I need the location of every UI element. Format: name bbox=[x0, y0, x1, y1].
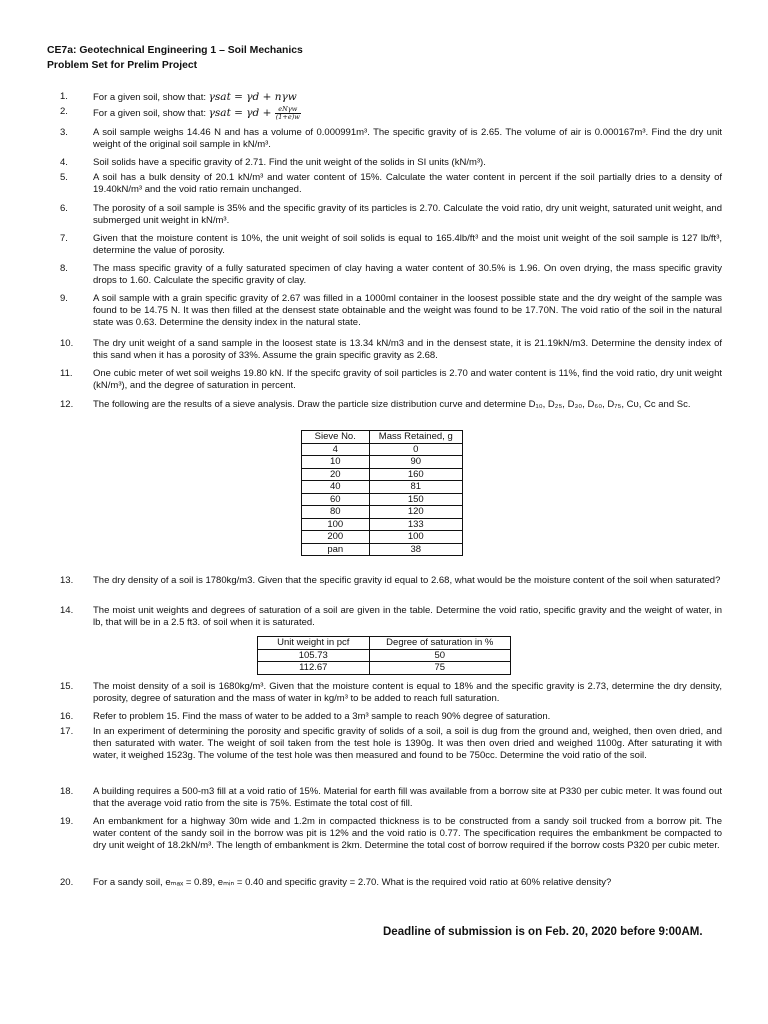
table-cell: 38 bbox=[369, 543, 462, 556]
column-header: Unit weight in pcf bbox=[258, 637, 370, 650]
problem-number: 3. bbox=[60, 127, 68, 138]
table-cell: 200 bbox=[302, 531, 370, 544]
unit-weight-table bbox=[257, 636, 511, 675]
table-cell: 10 bbox=[302, 456, 370, 469]
problem-text: The mass specific gravity of a fully saturated specimen of clay having a water content of 30.5% is 1.96. On oven drying, the mass specific gravity drops to 1.60. Calculate the specific gravity of clay. bbox=[93, 263, 722, 286]
table-row bbox=[258, 662, 511, 675]
problem-text: A soil sample weighs 14.46 N and has a volume of 0.000991m³. The specific gravity of is 2.65. The volume of air is 0.000167m³. Find the dry unit weight of the original soil sample in kN/m³. bbox=[93, 127, 722, 150]
sieve-analysis-table bbox=[301, 430, 463, 556]
table-cell: 120 bbox=[369, 506, 462, 519]
problem-item bbox=[60, 816, 722, 852]
problem-text: For a given soil, show that: bbox=[93, 92, 209, 103]
problem-formula: γsat = γd + bbox=[208, 107, 275, 120]
table-row bbox=[302, 481, 463, 494]
problem-item bbox=[60, 293, 722, 329]
problem-text: The dry unit weight of a sand sample in the loosest state is 13.34 kN/m3 and in the densest state, it is 21.19kN/m3. Determine the density index of this sand when it has a porosity of 33%. Assume the grain specific gravity as 2.68. bbox=[93, 338, 722, 361]
table-cell: 100 bbox=[369, 531, 462, 544]
problem-item bbox=[60, 605, 722, 629]
problem-number: 5. bbox=[60, 172, 68, 183]
problem-number: 18. bbox=[60, 786, 74, 797]
column-header: Mass Retained, g bbox=[369, 431, 462, 444]
table-cell: 20 bbox=[302, 468, 370, 481]
table-cell: 4 bbox=[302, 443, 370, 456]
problem-number: 14. bbox=[60, 605, 74, 616]
problem-item bbox=[60, 127, 722, 151]
problem-number: 13. bbox=[60, 575, 74, 586]
problem-item bbox=[60, 91, 722, 104]
formula-fraction bbox=[275, 106, 301, 121]
problem-number: 10. bbox=[60, 338, 74, 349]
table-header-row bbox=[302, 431, 463, 444]
problem-number: 16. bbox=[60, 711, 74, 722]
problem-number: 4. bbox=[60, 157, 68, 168]
table-cell: 150 bbox=[369, 493, 462, 506]
problem-number: 7. bbox=[60, 233, 68, 244]
problem-text: A building requires a 500-m3 fill at a void ratio of 15%. Material for earth fill was available from a borrow site at P330 per cubic meter. It was found out that the average void ratio from the site is 75%. Estimate the total cost of fill. bbox=[93, 786, 722, 809]
problem-number: 2. bbox=[60, 106, 68, 117]
column-header: Degree of saturation in % bbox=[369, 637, 510, 650]
table-cell: 100 bbox=[302, 518, 370, 531]
problem-item bbox=[60, 233, 722, 257]
problem-formula: γsat = γd + nγw bbox=[208, 91, 297, 103]
problem-text: For a sandy soil, eₘₐₓ = 0.89, eₘᵢₙ = 0.40 and specific gravity = 2.70. What is the required void ratio at 60% relative density? bbox=[93, 877, 612, 888]
problem-text: One cubic meter of wet soil weighs 19.80 kN. If the specifc gravity of soil particles is 2.70 and water content is 11%, find the void ratio, dry unit weight (kN/m³), and the degree of saturation in percent. bbox=[93, 368, 722, 391]
problem-text: A soil has a bulk density of 20.1 kN/m³ and water content of 15%. Calculate the water content in percent if the soil partially dries to a density of 19.40kN/m³ and the void ratio remain unchanged. bbox=[93, 172, 722, 195]
problem-text: Soil solids have a specific gravity of 2.71. Find the unit weight of the solids in SI units (kN/m³). bbox=[93, 157, 486, 168]
problem-item bbox=[60, 399, 722, 411]
problem-number: 6. bbox=[60, 203, 68, 214]
problem-number: 9. bbox=[60, 293, 68, 304]
table-cell: 60 bbox=[302, 493, 370, 506]
problem-item bbox=[60, 711, 722, 723]
problem-text: A soil sample with a grain specific gravity of 2.67 was filled in a 1000ml container in the loosest possible state and the dry weight of the sample was found to be 14.75 N. It was then filled at the densest state obtainable and the weight was found to be 17.70N. The void ratio of the soil in the natural state was 0.63. Determine the density index in the natural state. bbox=[93, 293, 722, 328]
table-header-row bbox=[258, 637, 511, 650]
problem-text: The moist unit weights and degrees of saturation of a soil are given in the table. Determine the void ratio, specific gravity and the weight of water, in lb, that will be in a 2.5 ft3. of soil when it is saturated. bbox=[93, 605, 722, 628]
table-cell: 80 bbox=[302, 506, 370, 519]
problem-number: 1. bbox=[60, 91, 68, 102]
table-cell: 81 bbox=[369, 481, 462, 494]
problem-item bbox=[60, 203, 722, 227]
problem-number: 8. bbox=[60, 263, 68, 274]
table-cell: 133 bbox=[369, 518, 462, 531]
table-row bbox=[302, 493, 463, 506]
problem-item bbox=[60, 575, 722, 587]
table-row bbox=[302, 543, 463, 556]
problem-item bbox=[60, 172, 722, 196]
problem-number: 15. bbox=[60, 681, 74, 692]
problem-text: For a given soil, show that: bbox=[93, 108, 209, 120]
fraction-denominator: (1+e)w bbox=[275, 113, 300, 121]
table-cell: 90 bbox=[369, 456, 462, 469]
problem-text: Given that the moisture content is 10%, the unit weight of soil solids is equal to 165.4lb/ft³ and the moist unit weight of the soil sample is 127 lb/ft³, determine the value of porosity. bbox=[93, 233, 722, 256]
table-cell: 112.67 bbox=[258, 662, 370, 675]
problem-text: The dry density of a soil is 1780kg/m3. Given that the specific gravity id equal to 2.68, what would be the moisture content of the soil when saturated? bbox=[93, 575, 721, 586]
problem-text: The following are the results of a sieve analysis. Draw the particle size distribution curve and determine D₁₀, D₂₅, D₃₀, D₆₀, D₇₅, Cᴜ, Cᴄ and Sc. bbox=[93, 399, 691, 410]
table-cell: 50 bbox=[369, 649, 510, 662]
problem-item bbox=[60, 106, 722, 121]
course-title: CE7a: Geotechnical Engineering 1 – Soil Mechanics bbox=[47, 45, 303, 56]
table-cell: 40 bbox=[302, 481, 370, 494]
table-row bbox=[258, 649, 511, 662]
problem-item bbox=[60, 157, 722, 169]
problem-number: 19. bbox=[60, 816, 74, 827]
problem-number: 20. bbox=[60, 877, 74, 888]
problem-item bbox=[60, 681, 722, 705]
table-row bbox=[302, 518, 463, 531]
problem-text: An embankment for a highway 30m wide and 1.2m in compacted thickness is to be constructed from a sandy soil trucked from a borrow pit. The water content of the sandy soil in the borrow was pit is 12% and the void ratio is 0.77. The specification requires the embankment be compacted to dry unit weight of 18.2kN/m³. The length of embankment is 2km. Determine the total cost of borrow required if the borrow costs P320 per cubic meter. bbox=[93, 816, 722, 851]
table-row bbox=[302, 443, 463, 456]
problem-item bbox=[60, 726, 722, 762]
problem-item bbox=[60, 263, 722, 287]
problem-number: 11. bbox=[60, 368, 73, 379]
document-subtitle: Problem Set for Prelim Project bbox=[47, 60, 198, 71]
column-header: Sieve No. bbox=[302, 431, 370, 444]
problem-item bbox=[60, 338, 722, 362]
table-cell: 75 bbox=[369, 662, 510, 675]
problem-text: In an experiment of determining the porosity and specific gravity of solids of a soil, a soil is dug from the ground and, weighed, then oven dried, and then saturated with water. The weight of soil taken from the test hole is 1390g. It was then oven dried and weighed 1100g. After saturating it with water, it weighed 1523g. The volume of the test hole was then measured and found to be 750cc. Determine the void ratio of the soil. bbox=[93, 726, 722, 761]
table-cell: 105.73 bbox=[258, 649, 370, 662]
table-row bbox=[302, 456, 463, 469]
problem-text: The moist density of a soil is 1680kg/m³. Given that the moisture content is equal to 18% and the specific gravity is 2.73, determine the dry density, porosity, degree of saturation and the mass of water in kg/m³ to be added to reach full saturation. bbox=[93, 681, 722, 704]
fraction-numerator: eNγw bbox=[275, 106, 301, 114]
table-row bbox=[302, 506, 463, 519]
table-row bbox=[302, 531, 463, 544]
problem-number: 17. bbox=[60, 726, 74, 737]
problem-text: Refer to problem 15. Find the mass of water to be added to a 3m³ sample to reach 90% degree of saturation. bbox=[93, 711, 551, 722]
problem-item bbox=[60, 786, 722, 810]
table-row bbox=[302, 468, 463, 481]
table-cell: 0 bbox=[369, 443, 462, 456]
problem-text: The porosity of a soil sample is 35% and the specific gravity of its particles is 2.70. Calculate the void ratio, dry unit weight, saturated unit weight, and submerged unit weight in kN/m³. bbox=[93, 203, 722, 226]
problem-item bbox=[60, 877, 722, 889]
table-cell: pan bbox=[302, 543, 370, 556]
submission-deadline: Deadline of submission is on Feb. 20, 2020 before 9:00AM. bbox=[383, 926, 703, 938]
problem-item bbox=[60, 368, 722, 392]
problem-number: 12. bbox=[60, 399, 74, 410]
table-cell: 160 bbox=[369, 468, 462, 481]
